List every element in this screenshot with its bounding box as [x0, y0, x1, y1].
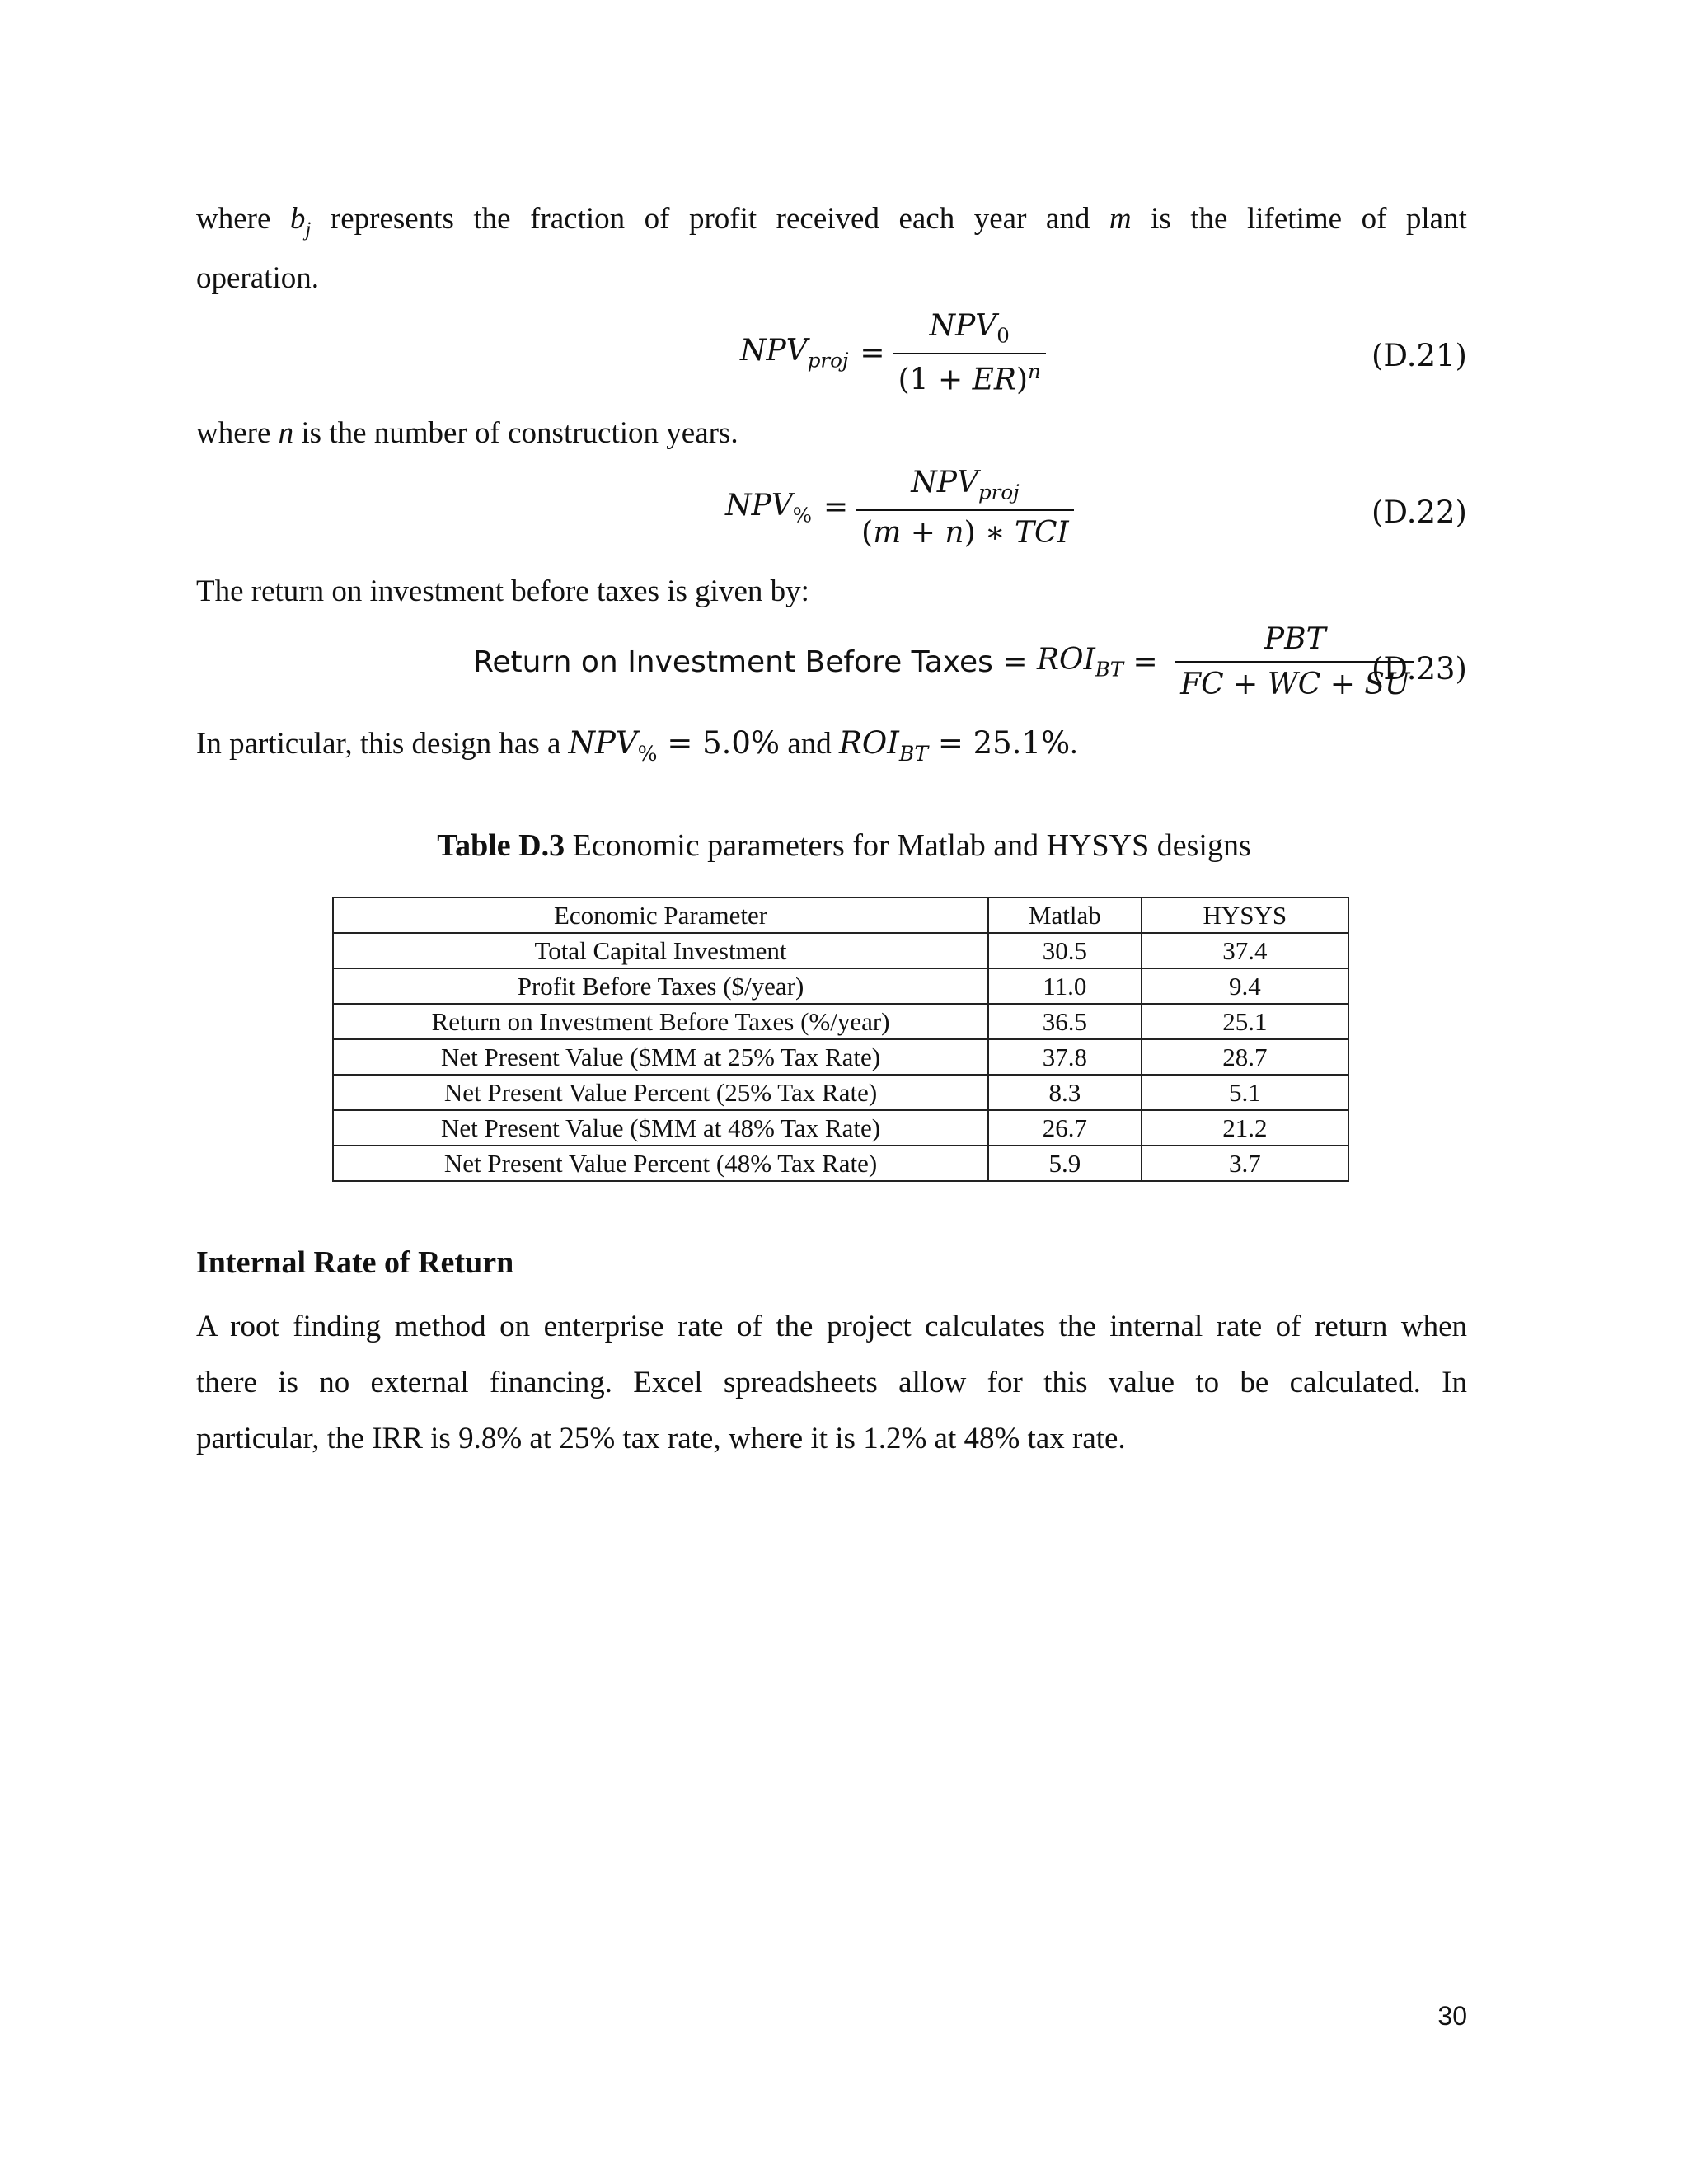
- npv-symbol: $NPV_{\%}$: [568, 725, 658, 766]
- npv-value: = 5.0%: [657, 725, 781, 761]
- equation-number: (D.21): [1371, 338, 1467, 373]
- equation-number: (D.22): [1371, 494, 1467, 530]
- table-header-row: [333, 898, 1348, 933]
- text: of: [1361, 202, 1387, 236]
- text: plant: [1405, 202, 1467, 236]
- table-row: [333, 1075, 1348, 1110]
- roi-value: = 25.1%: [928, 725, 1071, 761]
- equation-d21: [740, 309, 1054, 396]
- text: where: [196, 202, 271, 236]
- text: the: [1190, 202, 1228, 236]
- table-row: [333, 1146, 1348, 1181]
- text: year: [973, 202, 1027, 236]
- table-label: Table D.3: [437, 828, 565, 863]
- table-cell: Net Present Value Percent (25% Tax Rate): [333, 1075, 988, 1110]
- text: the: [473, 202, 511, 236]
- equals-sign: =: [992, 644, 1037, 679]
- paragraph-line: particular, the IRR is 9.8% at 25% tax rate, where it is 1.2% at 48% tax rate.: [196, 1422, 1126, 1455]
- var-j-sub: j: [305, 218, 312, 241]
- table-cell: 37.4: [1142, 933, 1348, 968]
- text: lifetime: [1246, 202, 1343, 236]
- fraction: [856, 466, 1074, 550]
- table-caption: [0, 827, 1688, 864]
- paragraph-roi-intro: The return on investment before taxes is given by:: [196, 574, 809, 608]
- column-header: Economic Parameter: [333, 898, 988, 933]
- table-cell: 30.5: [988, 933, 1142, 968]
- section-heading: Internal Rate of Return: [196, 1245, 514, 1280]
- text: profit: [688, 202, 757, 236]
- variable-m: m: [1109, 202, 1132, 236]
- text: fraction: [530, 202, 626, 236]
- equation-d23: [473, 622, 1423, 701]
- equation-number: (D.23): [1371, 651, 1467, 687]
- table-cell: Total Capital Investment: [333, 933, 988, 968]
- paragraph-line: there is no external financing. Excel spreadsheets allow for this value to be calculated. In: [196, 1366, 1467, 1399]
- table-row: [333, 968, 1348, 1004]
- column-header: Matlab: [988, 898, 1142, 933]
- table-cell: Net Present Value ($MM at 48% Tax Rate): [333, 1110, 988, 1146]
- table-cell: 9.4: [1142, 968, 1348, 1004]
- text: and: [1045, 202, 1090, 236]
- table-cell: 8.3: [988, 1075, 1142, 1110]
- text: is: [1151, 202, 1171, 236]
- table-cell: 5.1: [1142, 1075, 1348, 1110]
- table-cell: Net Present Value Percent (48% Tax Rate): [333, 1146, 988, 1181]
- denominator: (m + n) ∗ TCI: [856, 509, 1074, 550]
- table-cell: 25.1: [1142, 1004, 1348, 1039]
- paragraph-line: operation.: [196, 261, 319, 295]
- table-cell: 11.0: [988, 968, 1142, 1004]
- variable-n: n: [278, 416, 294, 450]
- table-cell: 5.9: [988, 1146, 1142, 1181]
- page-number: 30: [1437, 2001, 1467, 2031]
- eq-lhs: $NPV_{proj}$: [740, 333, 849, 373]
- paragraph-design-results: In particular, this design has a $NPV_{\%} = 5.0\%$ and $ROI_{BT} = 25.1\%$.: [196, 725, 1078, 766]
- column-header: HYSYS: [1142, 898, 1348, 933]
- var-b: b: [289, 202, 306, 236]
- table-row: [333, 1039, 1348, 1075]
- text: each: [898, 202, 955, 236]
- numerator: PBT: [1264, 622, 1326, 656]
- text: of: [644, 202, 670, 236]
- table-cell: Profit Before Taxes ($/year): [333, 968, 988, 1004]
- table-cell: 36.5: [988, 1004, 1142, 1039]
- caption-text: Economic parameters for Matlab and HYSYS designs: [565, 828, 1251, 863]
- fraction: [893, 309, 1046, 396]
- eq-lhs: $NPV_{\%}$: [725, 488, 812, 527]
- table-cell: 3.7: [1142, 1146, 1348, 1181]
- numerator: $NPV_0$: [929, 309, 1010, 348]
- roi-symbol: $ROI_{BT}$: [1036, 642, 1124, 682]
- denominator: (1 + ER)$^n$: [893, 353, 1046, 396]
- denominator: FC + WC + SU: [1175, 661, 1414, 701]
- economic-parameters-table: [332, 897, 1349, 1182]
- table-cell: 26.7: [988, 1110, 1142, 1146]
- table-cell: Return on Investment Before Taxes (%/year): [333, 1004, 988, 1039]
- table-cell: 21.2: [1142, 1110, 1348, 1146]
- text: received: [776, 202, 879, 236]
- table-row: [333, 1004, 1348, 1039]
- table-cell: 28.7: [1142, 1039, 1348, 1075]
- table-row: [333, 933, 1348, 968]
- table-row: [333, 1110, 1348, 1146]
- table-cell: Net Present Value ($MM at 25% Tax Rate): [333, 1039, 988, 1075]
- numerator: $NPV_{proj}$: [911, 466, 1020, 504]
- equation-d22: [725, 466, 1082, 550]
- equals-sign: =: [860, 335, 885, 370]
- eq-label: Return on Investment Before Taxes: [473, 644, 993, 679]
- paragraph-n-definition: where n is the number of construction years.: [196, 416, 738, 450]
- equals-sign: =: [1123, 644, 1168, 679]
- paragraph-line: A root finding method on enterprise rate of the project calculates the internal rate of return when: [196, 1310, 1467, 1343]
- roi-symbol: $ROI_{BT}$: [839, 725, 929, 766]
- text: represents: [330, 202, 454, 236]
- table-cell: 37.8: [988, 1039, 1142, 1075]
- equals-sign: =: [823, 490, 849, 525]
